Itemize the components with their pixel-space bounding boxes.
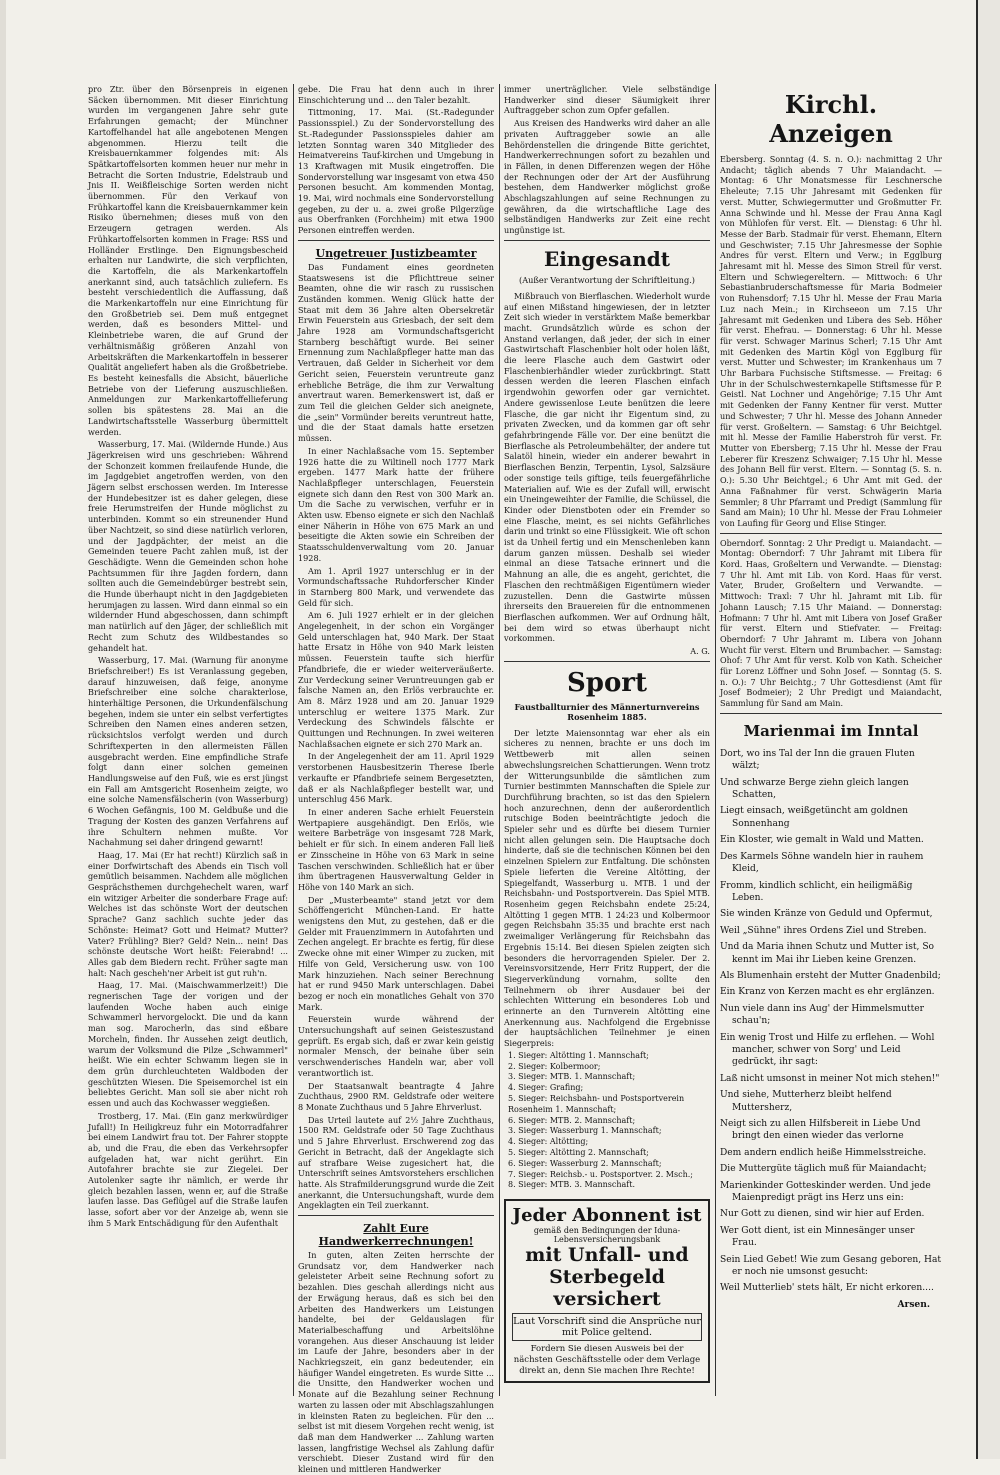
- column-2: [298, 84, 494, 1475]
- page-binding-edge: [976, 0, 1000, 1459]
- headline-sport: Sport: [566, 667, 647, 698]
- article-paragraph: Am 1. April 1927 unterschlug er in der Vormundschaftssache Ruhdorferscher Kinder in Starnberg 800 Mark, und verwendete das Geld für sich.: [298, 565, 494, 608]
- result-row: 2. Sieger: Kolbermoor;: [508, 1061, 601, 1071]
- page-left-edge: [0, 0, 6, 1459]
- poem-line: Als Blumenhain ersteht der Mutter Gnadenbild;: [720, 970, 941, 981]
- result-row: 4. Sieger: Grafing;: [508, 1083, 584, 1093]
- ad-notice: Laut Vorschrift sind die Ansprüche nur mit Police geltend.: [512, 1313, 702, 1341]
- letter-signature: A. G.: [690, 646, 710, 657]
- poem-line: Wer Gott dient, ist ein Minnesänger unser Frau.: [720, 1225, 915, 1249]
- article-paragraph: Der „Musterbeamte" stand jetzt vor dem Schöffengericht München-Land. Er hatte wenigstens den Mut, zu gestehen, daß er die Gelder mit Frauenzimmern in Autofahrten und Zechen angelegt. Er brachte es fertig, für diese Zwecke ohne mit einer Wimper zu zucken, mit Hilfe von Geld, Versicherung usw. von 100 Mark hinzuziehen. Nach seiner Berechnung hat er rund 9450 Mark unterschlagen. Dabei bezog er noch ein monatliches Gehalt von 370 Mark.: [298, 894, 494, 1012]
- poem-line: Nur Gott zu dienen, sind wir hier auf Erden.: [720, 1209, 925, 1220]
- ad-main: mit Unfall- und Sterbegeld versichert: [525, 1244, 689, 1311]
- results-list: [504, 1051, 710, 1191]
- letter-text: Mißbrauch von Bierflaschen. Wiederholt wurde auf einen Mißstand hingewiesen, der in letzter Zeit sich wieder in verstärktem Maße bemerkbar macht. Grundsätzlich würde es schon der Anstand verlangen, daß jeder, der sich in einer Gastwirtschaft Flaschenbier holt oder holen läßt, die leere Flasche auch dem Gastwirt oder Flaschenbierhändler wieder zurückbringt. Statt dessen werden die leeren Flaschen einfach irgendwohin geworfen oder gar vernichtet. Andere gewissenlose Leute benützen die leere Flasche, die gar nicht ihr Eigentum sind, zu privaten Zwecken, und da kommen gar oft sehr gefahrbringende Fälle vor. Der eine benützt die Bierflasche als Petroleumbehälter, der andere tut Salatöl hinein, wieder ein anderer bewahrt in Bierflaschen Benzin, Terpentin, Lysol, Salzsäure oder sonstige teils giftige, teils feuergefährliche Materialien auf. Wie es der Zufall will, erwischt ein Uneingeweihter der Familie, die Schüssel, die Kinder oder Dienstboten oder ein Fremder so eine Flasche, meint, es sei nichts Gefährliches darin und trinkt so eine Flüssigkeit. Wie oft schon ist da Unheil fertig und ein Menschenleben kann darum ganzen müssen. Deshalb sei wieder einmal an diese Tatsache erinnert und die Mahnung an alle, die es angeht, gerichtet, die Flaschen den rechtmäßigen Eigentümern wieder zuzustellen. Denn die Gastwirte müssen ihrerseits den Brauereien für die entnommenen Bierflaschen aufkommen. Wer auf Ordnung hält, bei dem wird so etwas überhaupt nicht vorkommen.: [504, 290, 710, 644]
- result-row: 6. Sieger: Wasserburg 2. Mannschaft;: [508, 1158, 662, 1168]
- advertisement-box: [504, 1199, 710, 1383]
- headline-eingesandt: Eingesandt: [543, 246, 671, 271]
- column-4: [720, 84, 942, 1396]
- poem-line: Des Karmels Söhne wandeln hier in rauhem Kleid,: [720, 851, 924, 875]
- result-row: 5. Sieger: Altötting 2. Mannschaft;: [508, 1148, 649, 1158]
- column-rule: [715, 84, 716, 1396]
- poem-line: Weil „Sühne" ihres Ordens Ziel und Streben.: [720, 925, 927, 936]
- result-row: 7. Sieger: Reichsb.- u. Postsportver. 2. Msch.;: [508, 1169, 693, 1179]
- article-continuation: gebe. Die Frau hat denn auch in ihrer Einschichterung und ... den Taler bezahlt.: [298, 84, 494, 105]
- ad-footer: Fordern Sie diesen Ausweis bei der nächsten Geschäftsstelle oder dem Verlage direkt an, denn Sie machen Ihre Rechte!: [513, 1344, 701, 1377]
- article-continuation: immer unerträglicher. Viele selbständige Handwerker sind dieser Säumigkeit ihrer Auftraggeber schon zum Opfer gefallen.: [504, 84, 710, 116]
- poem-line: Und schwarze Berge ziehn gleich langen Schatten,: [720, 777, 909, 801]
- result-row: 1. Sieger: Altötting 1. Mannschaft;: [508, 1050, 649, 1060]
- headline-justizbeamter: Ungetreuer Justizbeamter: [315, 246, 477, 260]
- result-row: 3. Sieger: MTB. 1. Mannschaft;: [508, 1072, 636, 1082]
- article-paragraph: Trostberg, 17. Mai. (Ein ganz merkwürdiger Jufall!) In Heiligkreuz fuhr ein Motorradfahrer bei einem Landwirt frau tot. Der Fahrer stoppte ab, und die Frau, die eben das Verkehrsopfer aufgeladen hat, war nicht gerührt. Ein Autofahrer brachte sie zur Ziegelei. Der Autolenker sagte ihr nämlich, er werde ihr gleich bezahlen lassen, wenn er, auf die Straße laufen lasse. Das Geflügel auf die Straße laufen lasse, sofort aber vor der Anzeige ab, wenn sie ihm 5 Mark Entschädigung für den Aufenthalt: [88, 1110, 288, 1228]
- church-notices-ebersberg: Ebersberg. Sonntag (4. S. n. O.): nachmittag 2 Uhr Andacht; täglich abends 7 Uhr Maiandacht. — Montag: 6 Uhr Monatsmesse für Leschnersche Eheleute; 7.15 Uhr Jahresamt mit Gedenken für verst. Mutter, Schwiegermutter und Großmutter Fr. Anna Schwinde und hl. Messe der Frau Anna Kagl von Mühlofen für verst. Elt. — Dienstag: 6 Uhr hl. Messe der Barb. Stadmair für verst. Ehemann, Eltern und Geschwister; 7.15 Uhr Jahresmesse der Sophie Andres für verst. Eltern und Verw.; in Egglburg Jahresamt mit hl. Messe des Simon Streil für verst. Eltern und Schwiegereltern. — Mittwoch: 6 Uhr Sebastianbruderschaftsmesse für Maria Bodmeier von Ruhensdorf; 7.15 Uhr hl. Messe der Frau Maria Luz nach Mein.; in Kirchseeon um 7.15 Uhr Jahresamt mit Gedenken und Libera des Seb. Höher für verst. Ehefrau. — Donnerstag: 6 Uhr hl. Messe für verst. Schwager Marinus Scherl; 7.15 Uhr Amt mit Gedenken des Martin Kögl von Egglburg für verst. Mutter und Schwester; im Krankenhaus um 7 Uhr Barbara Fuchsische Stiftsmesse. — Freitag: 6 Uhr in der Schulschwesternkapelle Stiftsmesse für P. Geistl. Nat Lochner und Angehörige; 7.15 Uhr Amt mit Gedenken der Fanny Kentner für verst. Mutter und Schwester; 7 Uhr hl. Messe des Johann Anneder für verst. Großeltern. — Samstag: 6 Uhr Beichtgel. mit hl. Messe der Familie Haberstroh für verst. Fr. Mutter von Ebersberg; 7.15 Uhr hl. Messe der Frau Leberer für Kreszenz Schwaiger; 7.15 Uhr hl. Messe des Johann Bell für verst. Eltern. — Sonntag (5. S. n. O.): 5.30 Uhr Beichtgel.; 6 Uhr Amt mit Ged. der Anna Faßnahmer für verst. Schwägerin Maria Semmler; 8 Uhr Pfarramt und Predigt (Sammlung für Sand am Main); 10 Uhr hl. Messe der Frau Lohmeier von Laufing für Georg und Elise Stinger.: [720, 154, 942, 528]
- article-tittmoning: Tittmoning, 17. Mai. (St.-Radegunder Passionsspiel.) Zu der Sondervorstellung des St.-Radegunder Passionsspieles dahier am letzten Sonntag waren 340 Mitglieder des Heimatvereins Tauf-kirchen und Umgebung in 13 Kraftwagen mit Musik eingetroffen. Die Sondervorstellung war insgesamt von etwa 450 Personen besucht. Am kommenden Montag, 19. Mai, wird nochmals eine Sondervorstellung gegeben, zu der u. a. zwei große Pilgerzüge aus Oberfranken (Forchheim) mit etwa 1900 Personen eintreffen werden.: [298, 107, 494, 236]
- section-divider: [720, 533, 942, 534]
- section-divider: [298, 1215, 494, 1216]
- article-paragraph: Haag, 17. Mai. (Maischwammerlzeit!) Die regnerischen Tage der vorigen und der laufenden Woche haben auch einige Schwammerl hervorgelockt. Die und da kann man sog. Marocherln, das sind eßbare Morcheln, finden. Ihr Aussehen zeigt deutlich, warum der Volksmund die Pilze „Schwammerl" heißt. Wie ein echter Schwamm liegen sie in dem grün durchleuchteten Waldboden der geschützten Wiesen. Die Speisemorchel ist ein beliebtes Gericht. Man soll sie aber nicht roh essen und auch das Kochwasser weggießen.: [88, 980, 288, 1109]
- result-row: 6. Sieger: MTB. 2. Mannschaft;: [508, 1115, 636, 1125]
- poem-line: Sein Lied Gebet! Wie zum Gesang geboren, Hat er noch nie umsonst gesucht:: [720, 1254, 942, 1278]
- article-paragraph: Am 6. Juli 1927 erhielt er in der gleichen Angelegenheit, in der schon ein Vorgänger Geld unterschlagen hat, 940 Mark. Der Staat hatte Ersatz in Höhe von 940 Mark leisten müssen. Feuerstein taufte sich hierfür Pfandbriefe, die er wieder weiterveräußerte. Zur Verdeckung seiner Veruntreuungen gab er falsche Namen an, den Erlös verbrauchte er. Am 8. März 1928 und am 20. Januar 1929 unterschlug er weitere 1375 Mark. Zur Verdeckung des Schwindels fälschte er Quittungen und Rechnungen. In zwei weiteren Nachlaßsachen eignete er sich 270 Mark an.: [298, 610, 494, 749]
- article-paragraph: In einer anderen Sache erhielt Feuerstein Wertpapiere ausgehändigt. Den Erlös, wie weitere Barbeträge von insgesamt 728 Mark, behielt er für sich. In einem anderen Fall ließ er Zinsscheine in Höhe von 63 Mark in seine Taschen verschwinden. Schließlich hat er über ihm übertragenen Hausverwaltung Gelder in Höhe von 140 Mark an sich.: [298, 807, 494, 892]
- poem-line: Und da Maria ihnen Schutz und Mutter ist, So kennt im Mai ihr Lieben keine Grenzen.: [720, 942, 935, 965]
- sport-text: Der letzte Maiensonntag war eher als ein sicheres zu nennen, brachte er uns doch im Wettbewerb mit allen seinen abwechslungsreichen Schattierungen. Wenn trotz der Witterungsunbilde die sämtlichen zum Turnier bestimmten Mannschaften die Spiele zur Durchführung brachten, so ist das den Spielern hoch anzurechnen, denn der außerordentlich rutschige Boden beeinträchtigte jedoch die Spieler sehr und es dürfte bei diesem Turnier nicht allen gelungen sein. Die Hauptsache doch hinderte, daß sie die technischen Können bei den einzelnen Spielern zur Entfaltung. Die schönsten Spiele lieferten die Vereine Altötting, der Spiegelfandt, Wasserburg u. MTB. 1 und der Reichsbahn- und Postsportverein. Das Spiel MTB. Rosenheim gegen Reichsbahn endete 25:24, Altötting 1 gegen MTB. 1 24:23 und Kolbermoor gegen Reichsbahn 35:35 und brachte erst nach zweimaliger Verlängerung für Reichsbahn das Ergebnis 15:14. Bei diesen Spielen zeigten sich besonders die hervorragenden Spieler. Der 2. Vereinsvorsitzende, Herr Fritz Ruppert, der die Siegerverkündung vornahm, sollte den Teilnehmern ob ihrer Ausdauer bei der schlechten Witterung ein besonderes Lob und erinnerte an den Turnverein Altötting eine Anerkennung aus. Nachfolgend die Ergebnisse der hauptsächlichen Teilnehmer je einen Siegerpreis:: [504, 727, 710, 1049]
- ad-subline: gemäß den Bedingungen der Iduna-Lebensversicherungsbank: [533, 1226, 681, 1245]
- column-rule: [293, 84, 294, 1396]
- poem: [720, 748, 942, 1311]
- poem-line: Die Muttergüte täglich muß für Maiandacht;: [720, 1164, 927, 1175]
- article-paragraph: Das Fundament eines geordneten Staatswesens ist die Pflichttreue seiner Beamten, ohne die wir rasch zu russischen Zuständen kommen. Wenig Glück hatte der Staat mit dem 36 Jahre alten Obersekretär Erwin Feuerstein aus Griesbach, der seit dem Jahre 1928 am Vormundschaftsgericht Starnberg beschäftigt wurde. Bei seiner Ernennung zum Nachlaßpfleger hatte man das Vertrauen, daß Gelder in Sicherheit vor dem Gericht seien, Feuerstein veruntreute ganz erhebliche Beträge, die ihm zur Verwaltung anvertraut waren. Bemerkenswert ist, daß er zum Teil die gleichen Gelder sich aneignete, die „sein" Vormünder bereits veruntreut hatte, und die der Staat damals hatte ersetzen müssen.: [298, 261, 494, 444]
- newspaper-page: [88, 84, 970, 1475]
- result-row: 4. Sieger: Altötting;: [508, 1137, 589, 1147]
- section-divider: [298, 240, 494, 241]
- church-notices-oberndorf: Oberndorf. Sonntag: 2 Uhr Predigt u. Maiandacht. — Montag: Oberndorf: 7 Uhr Jahramt mit Libera für Kord. Haas, Großeltern und Verwandte. — Dienstag: 7 Uhr hl. Amt mit Lib. von Kord. Haas für verst. Vater, Bruder, Großeltern und Verwandte. — Mittwoch: Traxl: 7 Uhr hl. Jahramt mit Lib. für Johann Lausch; 7.15 Uhr Maiand. — Donnerstag: Hofmann: 7 Uhr hl. Amt mit Libera von Josef Graßer für verst. Eltern und Stiefvater. — Freitag: Oberndorf: 7 Uhr Jahramt m. Libera von Johann Wucht für verst. Eltern und Brumbacher. — Samstag: Ohof: 7 Uhr Amt für verst. Kolb von Kath. Scheicher für Lorenz Löffner und Sohn Josef. — Sonntag (5. S. n. O.): 7 Uhr Beichtg.; 7 Uhr Gottesdienst (Amt für Josef Bodmeier); 2 Uhr Predigt und Maiandacht, Sammlung für Sand am Main.: [720, 537, 942, 709]
- section-divider: [720, 713, 942, 714]
- article-paragraph: Wasserburg, 17. Mai. (Wildernde Hunde.) Aus Jägerkreisen wird uns geschrieben: Während der Schonzeit kommen freilaufende Hunde, die im Jagdgebiet angetroffen werden, von den Jägern selbst erschossen werden. Im Interesse der Hundebesitzer ist es daher gelegen, diese freie Herumstreifen der Hunde möglichst zu unterbinden. Kommt so ein streunender Hund über Nachtzeit, so sind diese natürlich verloren, und der Jagdpächter, der meist an die Gemeinden teuere Pacht zahlen muß, ist der Geschädigte. Wenn die Gemeinden schon hohe Pachtsummen für ihre Jagden fordern, dann sollten auch die Gemeindebürger bestrebt sein, die Hunde überhaupt nicht in den Jagdgebieten herumjagen zu lassen. Wird dann einmal so ein wildernder Hund abgeschossen, dann schimpft man natürlich auf den Jäger, der schließlich mit Recht zum Schutz des Wildbestandes so gehandelt hat.: [88, 439, 288, 653]
- article-paragraph: In der Angelegenheit der am 11. April 1929 verstorbenen Hausbesitzerin Therese Iberle verkaufte er Pfandbriefe seinem Bergesetzten, daß er als Nachlaßpfleger bestellt war, und unterschlug 456 Mark.: [298, 751, 494, 805]
- poem-line: Und siehe, Mutterherz bleibt helfend Muttersherz,: [720, 1090, 892, 1113]
- article-paragraph: Das Urteil lautete auf 2½ Jahre Zuchthaus, 1500 RM. Geldstrafe oder 50 Tage Zuchthaus und 5 Jahre Ehrverlust. Erschwerend zog das Gericht in Betracht, daß der Angeklagte sich auf strafbare Weise zugesichert hat, die Unterschrift seines Amtsvorstehers erschlichen hatte. Als Strafmilderungsgrund wurde die Zeit anerkannt, die Untersuchungshaft, wurde dem Angeklagten ein Teil zuerkannt.: [298, 1114, 494, 1211]
- poem-line: Ein Kloster, wie gemalt in Wald und Matten.: [720, 835, 924, 846]
- poem-line: Nun viele dann ins Aug' der Himmelsmutter schau'n;: [720, 1003, 924, 1027]
- poem-line: Neigt sich zu allen Hilfsbereit in Liebe Und bringt den einen wieder das verlorne: [720, 1119, 921, 1142]
- section-divider: [504, 240, 710, 241]
- poem-line: Ein Kranz von Kerzen macht es ehr erglänzen.: [720, 987, 935, 998]
- subheadline: (Außer Verantwortung der Schriftleitung.): [519, 274, 695, 285]
- ad-headline: Jeder Abonnent ist: [512, 1205, 702, 1227]
- article-paragraph: Feuerstein wurde während der Untersuchungshaft auf seinen Geisteszustand geprüft. Es ergab sich, daß er zwar kein geistig normaler Mensch, der beinahe über sein verschwenderisches Handeln war, aber voll verantwortlich ist.: [298, 1014, 494, 1078]
- poem-author: Arsen.: [897, 1298, 930, 1310]
- article-paragraph: Der Staatsanwalt beantragte 4 Jahre Zuchthaus, 2900 RM. Geldstrafe oder weitere 8 Monate Zuchthaus und 5 Jahre Ehrverlust.: [298, 1080, 494, 1112]
- headline-kirchl-anzeigen: Kirchl. Anzeigen: [769, 90, 893, 148]
- subheadline-sport: Faustballturnier des Männerturnvereins Rosenheim 1885.: [514, 701, 700, 722]
- article-paragraph: In einer Nachlaßsache vom 15. September 1926 hatte die zu Wiltinell noch 1777 Mark ergeben. 1477 Mark hatte der frühere Nachlaßpfleger unterschlagen, Feuerstein eignete sich dann den Rest von 300 Mark an. Um die Sache zu verwischen, verfuhr er in Akten usw. Ebenso eignete er sich den Nachlaß einer Näherin in Höhe von 675 Mark an und beseitigte die Akten sowie ein Schreiben der Staatsschuldenverwaltung vom 20. Januar 1928.: [298, 445, 494, 563]
- article-paragraph: Haag, 17. Mai (Er hat recht!) Kürzlich saß in einer Dorfwirtschaft des Abends ein Tisch voll gemütlich beisammen. Nachdem alle möglichen Gesprächsthemen durchgehechelt waren, warf ein witziger Arbeiter die sonderbare Frage auf: Welches ist das schönste Wort der deutschen Sprache? Ganz sachlich suchte jeder das Schönste: Heimat? Gott und Heimat? Mutter? Vater? Frühling? Bier? Geld? Nein... nein! Das schönste deutsche Wort heißt: Feierabnd! ... Alles gab dem Biedern recht. Früher sagte man halt: Nach gescheh'ner Arbeit ist gut ruh'n.: [88, 849, 288, 978]
- poem-line: Fromm, kindlich schlicht, ein heiligmäßig Leben.: [720, 880, 913, 903]
- poem-line: Dem andern endlich heiße Himmelsstreiche.: [720, 1147, 927, 1158]
- poem-line: Ein wenig Trost und Hilfe zu erflehen. — Wohl mancher, schwer von Sorg' und Leid gedrückt, ihr sagt:: [720, 1032, 935, 1068]
- result-row: 3. Sieger: Wasserburg 1. Mannschaft;: [508, 1126, 662, 1136]
- poem-line: Marienkinder Gotteskinder werden. Und jede Maienpredigt prägt ins Herz uns ein:: [720, 1180, 931, 1204]
- column-rule: [499, 84, 500, 1396]
- poem-line: Sie winden Kränze von Geduld und Opfermut,: [720, 909, 933, 920]
- poem-line: Weil Mutterlieb' stets hält, Er nicht erkoren....: [720, 1283, 934, 1294]
- result-row: 5. Sieger: Reichsbahn- und Postsportverein Rosenheim 1. Mannschaft;: [508, 1094, 685, 1114]
- poem-line: Dort, wo ins Tal der Inn die grauen Fluten wälzt;: [720, 748, 915, 772]
- article-paragraph: Aus Kreisen des Handwerks wird daher an alle privaten Auftraggeber sowie an alle Behördenstellen die dringende Bitte gerichtet, Handwerkerrechnungen sofort zu bezahlen und in Fällen, in denen Differenzen wegen der Höhe der Rechnungen oder der Art der Ausführung bestehen, dem Handwerker möglichst große Abschlagszahlungen auf seine Rechnungen zu gewähren, da die wirtschaftliche Lage des selbständigen Handwerks zur Zeit eine recht ungünstige ist.: [504, 118, 710, 236]
- section-divider: [504, 661, 710, 662]
- poem-line: Liegt einsach, weißgetüncht am goldnen Sonnenhang: [720, 806, 908, 829]
- column-1: [88, 84, 288, 1396]
- article-paragraph: In guten, alten Zeiten herrschte der Grundsatz vor, dem Handwerker nach geleisteter Arbeit seine Rechnung sofort zu bezahlen. Dies geschah allerdings nicht aus der Erwägung heraus, daß es sich bei den Arbeiten des Handwerkers um Leistungen handelte, bei der Geldauslagen für Materialbeschaffung und Arbeitslöhne vorangehen. Aus dieser Anschauung ist leider im Laufe der Jahre, besonders aber in der Nachkriegszeit, ein ganz bedeutender, ein häufiger Wandel eingetreten. Es wurde Sitte ... die Unsitte, den Handwerker wochen und Monate auf die Bezahlung seiner Rechnung warten zu lassen oder mit Abschlagszahlungen in kleinsten Raten zu begleichen. Für den ... selbst ist mit diesem Vorgehen recht wenig, ist daß man dem Handwerker ... Zahlung warten lassen, langfristige Wechsel als Zahlung dafür verschiebt. Dieser Zustand wird für den kleinen und mittleren Handwerker: [298, 1250, 494, 1475]
- poem-title: Marienmai im Inntal: [743, 721, 919, 740]
- article-paragraph: pro Ztr. über den Börsenpreis in eigenen Säcken übernommen. Mit dieser Einrichtung wurden im vergangenen Jahre sehr gute Erfahrungen gemacht; der Münchner Kartoffelhandel hat alle angebotenen Mengen abgenommen. Hierzu teilt die Kreisbauernkammer folgendes mit: Als Spätkartoffelsorten kommen heuer nur mehr in Betracht die Sorten Industrie, Edelstraub und Jnis II. Weißfleischige Sorten werden nicht übernommen. Für den Verkauf von Frühkartoffel kann die Kreisbauernkammer kein Risiko übernehmen; dieses muß von den Erzeugern getragen werden. Als Frühkartoffelsorten kommen in Frage: RSS und Holländer Erstlinge. Den Eignungsbescheid erhalten nur Landwirte, die sich verpflichten, die Kartoffeln, die als Markenkartoffeln anerkannt sind, auch tatsächlich zuliefern. Es besteht verschiedentlich die Auffassung, daß die Markenkartoffeln nur eine Einrichtung für den Großbetrieb sei. Dem muß entgegnet werden, daß es besonders Mittel- und Kleinbetriebe waren, die auf Grund der verhältnismäßig größeren Anzahl von Arbeitskräften die Markenkartoffeln in besserer Qualität angeliefert haben als die Großbetriebe. Es besteht keinesfalls die Absicht, bäuerliche Betriebe von der Lieferung auszuschließen. Anmeldungen zur Markenkartoffellieferung sollen bis spätestens 28. Mai an die Landwirtschaftsstelle Wasserburg übermittelt werden.: [88, 84, 288, 437]
- article-paragraph: Wasserburg, 17. Mai. (Warnung für anonyme Briefschreiber!) Es ist Veranlassung gegeben, darauf hinzuweisen, daß feige, anonyme Briefschreiber eine solche charakterlose, hinterhältige Personen, die Urkundenfälschung begehen, indem sie unter ein selbst verfertigtes Schreiben den Namen eines anderen setzen, rücksichtslos verfolgt werden und durch Schriftexperten in den allermeisten Fällen ausgebracht werden. Eine empfindliche Strafe folgt dann einer solchen gemeinen Handlungsweise auf den Fuß, wie es erst jüngst ein Fall am Amtsgericht Rosenheim zeigte, wo eine solche Namensfälscherin (von Wasserburg) 6 Wochen Gefängnis, 100 M. Geldbuße und die Tragung der Kosten des ganzen Verfahrens auf ihre Schultern nehmen mußte. Vor Nachahmung sei daher dringend gewarnt!: [88, 655, 288, 848]
- headline-handwerkerrechnungen: Zahlt Eure Handwerkerrechnungen!: [318, 1222, 474, 1249]
- result-row: 8. Sieger: MTB. 3. Mannschaft.: [508, 1180, 636, 1190]
- column-3: [504, 84, 710, 1396]
- poem-line: Laß nicht umsonst in meiner Not mich stehen!": [720, 1073, 940, 1084]
